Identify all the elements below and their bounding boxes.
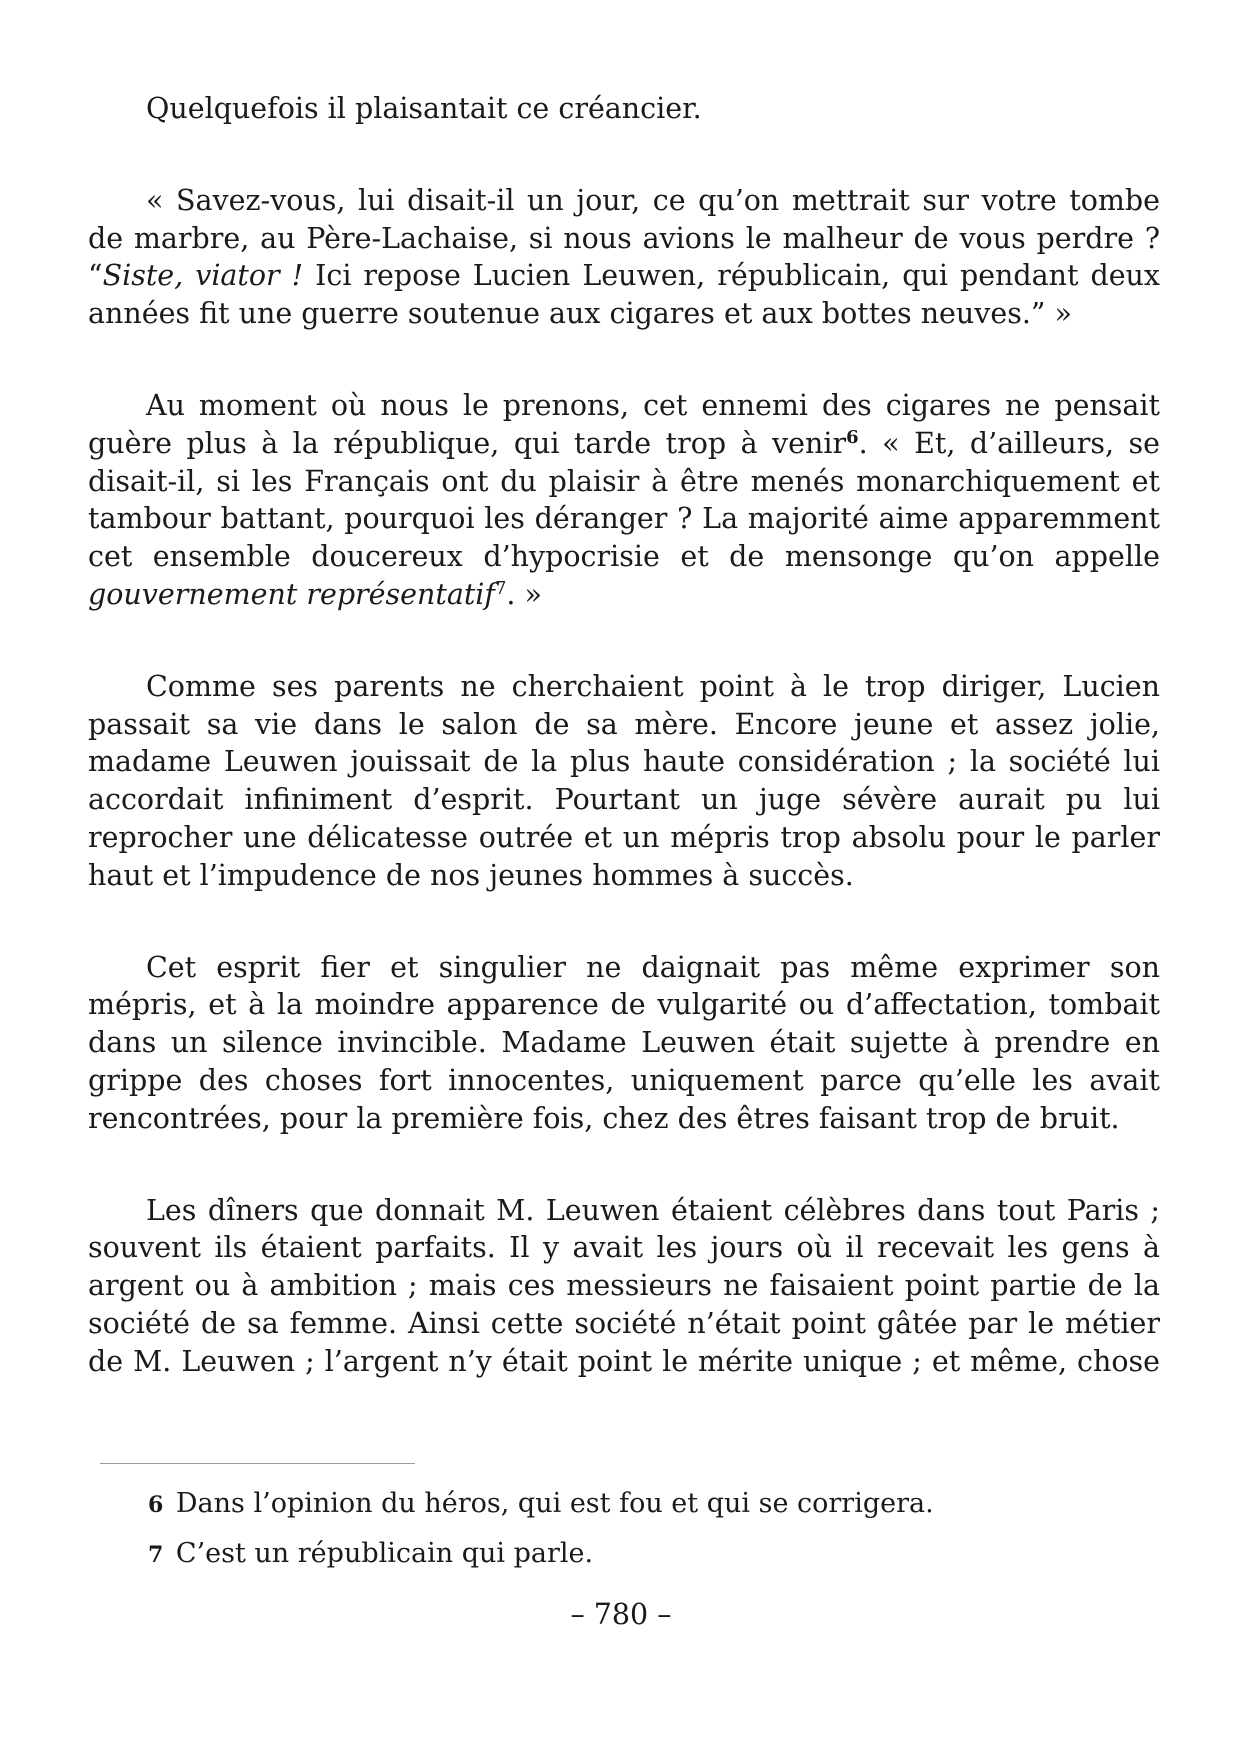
footnote-7-text: C’est un républicain qui parle. xyxy=(175,1538,594,1569)
paragraph-6 xyxy=(88,1192,1160,1381)
paragraph-4-text: Comme ses parents ne cherchaient point à le trop diriger, Lucien passait sa vie dans le salon de sa mère. Encore jeune et assez jolie, madame Leuwen jouissait de la plus haute considération ; la société lui accordait infiniment d’esprit. Pourtant un juge sévère aurait pu lui reprocher une délicatesse outrée et un mépris trop absolu pour le parler haut et l’impudence de nos jeunes hommes à succès. xyxy=(88,669,1160,892)
paragraph-2 xyxy=(88,182,1160,333)
paragraph-1-text: Quelquefois il plaisantait ce créancier. xyxy=(146,92,702,125)
page-number: – 780 – xyxy=(570,1598,672,1631)
paragraph-3-text-a: Au moment où nous le prenons, cet ennemi des cigares ne pensait guère plus à la république, qui tarde trop à venir xyxy=(88,388,1160,460)
paragraph-3-italic: gouvernement représentatif xyxy=(88,577,495,611)
footnote-divider xyxy=(100,1463,415,1464)
paragraph-2-italic: Siste, viator ! xyxy=(102,259,304,293)
paragraph-3-text-c: . » xyxy=(506,577,542,611)
paragraph-5 xyxy=(88,949,1160,1138)
paragraph-3-text-b: . « Et, d’ailleurs, se disait-il, si les Français ont du plaisir à être menés monarchiquement et tambour battant, pourquoi les déranger ? La majorité aime apparemment cet ensemble doucereux d’hypocrisie et de mensonge qu’on appelle xyxy=(88,426,1160,574)
footnote-6-text: Dans l’opinion du héros, qui est fou et qui se corrigera. xyxy=(175,1488,934,1519)
paragraph-5-text: Cet esprit fier et singulier ne daignait pas même exprimer son mépris, et à la moindre apparence de vulgarité ou d’affectation, tombait dans un silence invincible. Madame Leuwen était sujette à prendre en grippe des choses fort innocentes, uniquement parce qu’elle les avait rencontrées, pour la première fois, chez des êtres faisant trop de bruit. xyxy=(88,950,1160,1135)
paragraph-2-text-b: Ici repose Lucien Leuwen, républicain, qui pendant deux années fit une guerre soutenue aux cigares et aux bottes neuves.” » xyxy=(88,259,1160,331)
paragraph-3 xyxy=(88,387,1160,614)
footnote-7-number: 7 xyxy=(148,1542,164,1568)
paragraph-1 xyxy=(88,90,1160,128)
footnote-6-number: 6 xyxy=(148,1492,164,1518)
footnote-ref-6[interactable]: 6 xyxy=(846,426,859,448)
paragraph-6-text: Les dîners que donnait M. Leuwen étaient célèbres dans tout Paris ; souvent ils étaient parfaits. Il y avait les jours où il recevait les gens à argent ou à ambition ; mais ces messieurs ne faisaient point partie de la société de sa femme. Ainsi cette société n’était point gâtée par le métier de M. Leuwen ; l’argent n’y était point le mérite unique ; et même, chose xyxy=(88,1193,1160,1378)
footnote-6 xyxy=(148,1487,1148,1522)
paragraph-4 xyxy=(88,668,1160,895)
page-body xyxy=(88,90,1160,1381)
paragraph-2-text-a: « Savez-vous, lui disait-il un jour, ce qu’on mettrait sur votre tombe de marbre, au Père-Lachaise, si nous avions le malheur de vous perdre ? “ xyxy=(88,183,1160,293)
footnote-ref-7[interactable]: 7 xyxy=(494,577,507,599)
footnote-7 xyxy=(148,1537,1148,1572)
footnotes xyxy=(148,1487,1148,1587)
